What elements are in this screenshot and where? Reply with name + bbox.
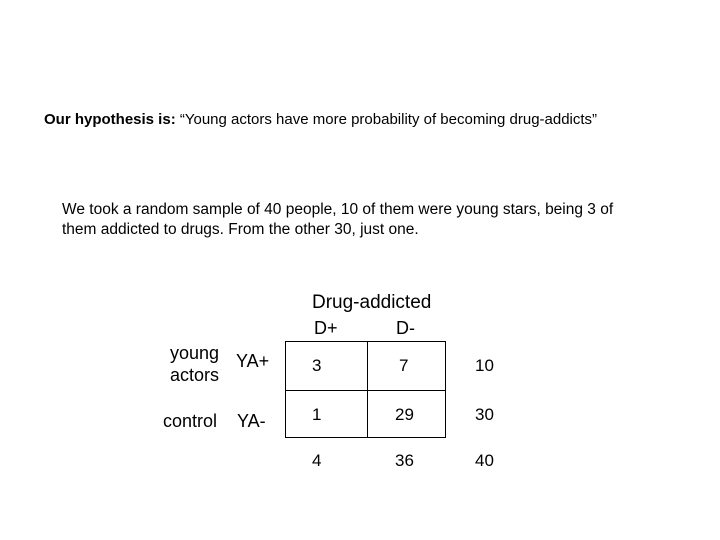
column-total-d-neg: 36: [395, 451, 414, 470]
cell-ya-neg-d-neg: 29: [395, 405, 414, 424]
cell-ya-pos-d-pos: 3: [312, 356, 322, 375]
hypothesis-quote: “Young actors have more probability of becoming drug-addicts”: [179, 111, 598, 128]
hypothesis-text: [44, 111, 597, 129]
row-code-ya-pos: YA+: [236, 351, 270, 371]
grand-total: 40: [475, 451, 494, 470]
table-bottom-border: [285, 437, 446, 438]
column-group-label: Drug-addicted: [312, 292, 432, 313]
row-group-actors: actors: [170, 365, 220, 385]
row-total-ya-neg: 30: [475, 405, 494, 424]
row-code-ya-neg: YA-: [237, 411, 266, 431]
row-group-control: control: [163, 411, 218, 431]
table-row-divider: [285, 390, 446, 391]
column-total-d-pos: 4: [312, 451, 322, 470]
sample-description: [62, 200, 613, 240]
hypothesis-lead: Our hypothesis is:: [44, 111, 176, 128]
sample-line-2: them addicted to drugs. From the other 30, just one.: [62, 221, 419, 238]
cell-ya-pos-d-neg: 7: [399, 356, 409, 375]
row-group-young: young: [170, 343, 220, 363]
sample-line-1: We took a random sample of 40 people, 10 of them were young stars, being 3 of: [62, 201, 614, 218]
col-header-d-neg: D-: [396, 318, 415, 338]
col-header-d-pos: D+: [314, 318, 338, 338]
table-top-border: [285, 341, 446, 342]
cell-ya-neg-d-pos: 1: [312, 405, 322, 424]
row-total-ya-pos: 10: [475, 356, 494, 375]
